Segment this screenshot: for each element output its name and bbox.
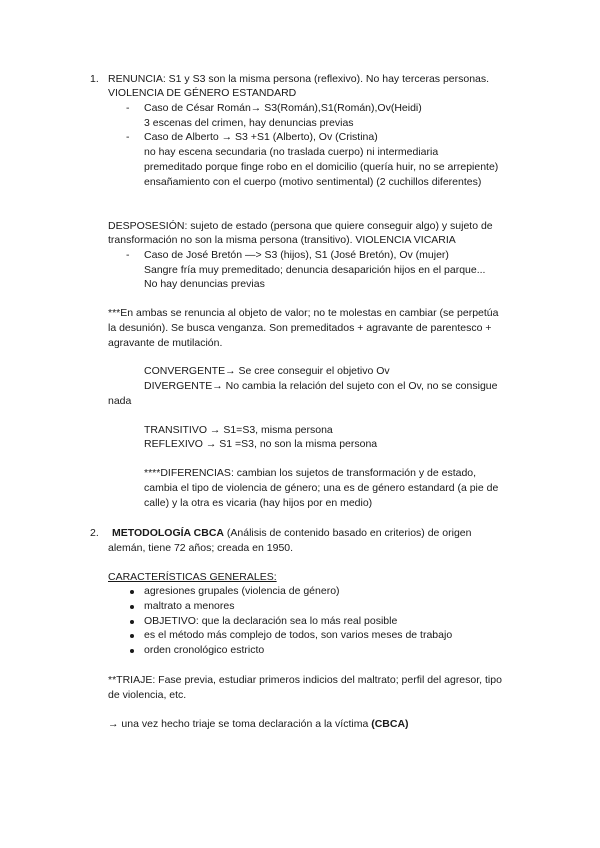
diferencias-line-3: calle) y la otra es vicaria (hay hijos por en medio) (144, 497, 373, 509)
case-alberto-detail-2: premeditado porque finge robo en el domicilio (quería huir, no se arrepiente) (144, 161, 499, 173)
final-text: → una vez hecho triaje se toma declaración a la víctima (108, 718, 372, 730)
case-alberto-detail-1: no hay escena secundaria (no traslada cuerpo) ni intermediaria (144, 146, 439, 158)
metodologia-title: METODOLOGÍA CBCA (112, 527, 224, 539)
desposesion-line-2: transformación no son la misma persona (transitivo). VIOLENCIA VICARIA (108, 234, 456, 246)
bullet-item: agresiones grupales (violencia de género) (144, 585, 340, 597)
triaje-line-1: **TRIAJE: Fase previa, estudiar primeros indicios del maltrato; perfil del agresor, tipo (108, 674, 502, 686)
renuncia-line-1: RENUNCIA: S1 y S3 son la misma persona (reflexivo). No hay terceras personas. (108, 73, 490, 85)
divergente-line: DIVERGENTE→ No cambia la relación del sujeto con el Ov, no se consigue (144, 380, 498, 392)
note-line-2: la desunión). Se busca venganza. Son premeditados + agravante de parentesco + (108, 322, 492, 334)
metodologia-title-rest: (Análisis de contenido basado en criterios) de origen (224, 527, 472, 539)
note-line-3: agravante de mutilación. (108, 337, 223, 349)
caracteristicas-heading: CARACTERÍSTICAS GENERALES: (108, 571, 277, 583)
list-number-2: 2. (90, 527, 99, 539)
divergente-line-2: nada (108, 395, 132, 407)
bullet-dot (130, 649, 134, 653)
list-number-1: 1. (90, 73, 99, 85)
bullet-dot (130, 605, 134, 609)
case-cesar-roman-detail: 3 escenas del crimen, hay denuncias previas (144, 117, 354, 129)
bullet-item: orden cronológico estricto (144, 644, 265, 656)
case-jose-breton-detail-2: No hay denuncias previas (144, 278, 265, 290)
final-line (108, 718, 409, 731)
metodologia-line-2: alemán, tiene 72 años; creada en 1950. (108, 542, 294, 554)
metodologia-title-line (112, 527, 471, 540)
dash-marker: - (126, 102, 130, 114)
bullet-item: maltrato a menores (144, 600, 235, 612)
diferencias-line-1: ****DIFERENCIAS: cambian los sujetos de transformación y de estado, (144, 467, 477, 479)
note-line-1: ***En ambas se renuncia al objeto de valor; no te molestas en cambiar (se perpetúa (108, 307, 499, 319)
bullet-dot (130, 634, 134, 638)
dash-marker: - (126, 131, 130, 143)
case-cesar-roman: Caso de César Román→ S3(Román),S1(Román),Ov(Heidi) (144, 102, 422, 114)
renuncia-line-2: VIOLENCIA DE GÉNERO ESTANDARD (108, 87, 297, 99)
dash-marker: - (126, 249, 130, 261)
case-alberto-detail-3: ensañamiento con el cuerpo (motivo sentimental) (2 cuchillos diferentes) (144, 176, 482, 188)
bullet-item: OBJETIVO: que la declaración sea lo más real posible (144, 615, 398, 627)
bullet-item: es el método más complejo de todos, son varios meses de trabajo (144, 629, 453, 641)
case-jose-breton-detail-1: Sangre fría muy premeditado; denuncia desaparición hijos en el parque... (144, 264, 486, 276)
diferencias-line-2: cambia el tipo de violencia de género; una es de género estandard (a pie de (144, 482, 499, 494)
convergente-line: CONVERGENTE→ Se cree conseguir el objetivo Ov (144, 365, 390, 377)
triaje-line-2: de violencia, etc. (108, 689, 187, 701)
bullet-dot (130, 590, 134, 594)
reflexivo-line: REFLEXIVO → S1 =S3, no son la misma persona (144, 438, 378, 450)
bullet-dot (130, 620, 134, 624)
desposesion-line-1: DESPOSESIÓN: sujeto de estado (persona que quiere conseguir algo) y sujeto de (108, 220, 493, 232)
final-bold: (CBCA) (371, 718, 409, 730)
case-alberto: Caso de Alberto → S3 +S1 (Alberto), Ov (Cristina) (144, 131, 378, 143)
transitivo-line: TRANSITIVO → S1=S3, misma persona (144, 424, 333, 436)
case-jose-breton: Caso de José Bretón —> S3 (hijos), S1 (José Bretón), Ov (mujer) (144, 249, 449, 261)
